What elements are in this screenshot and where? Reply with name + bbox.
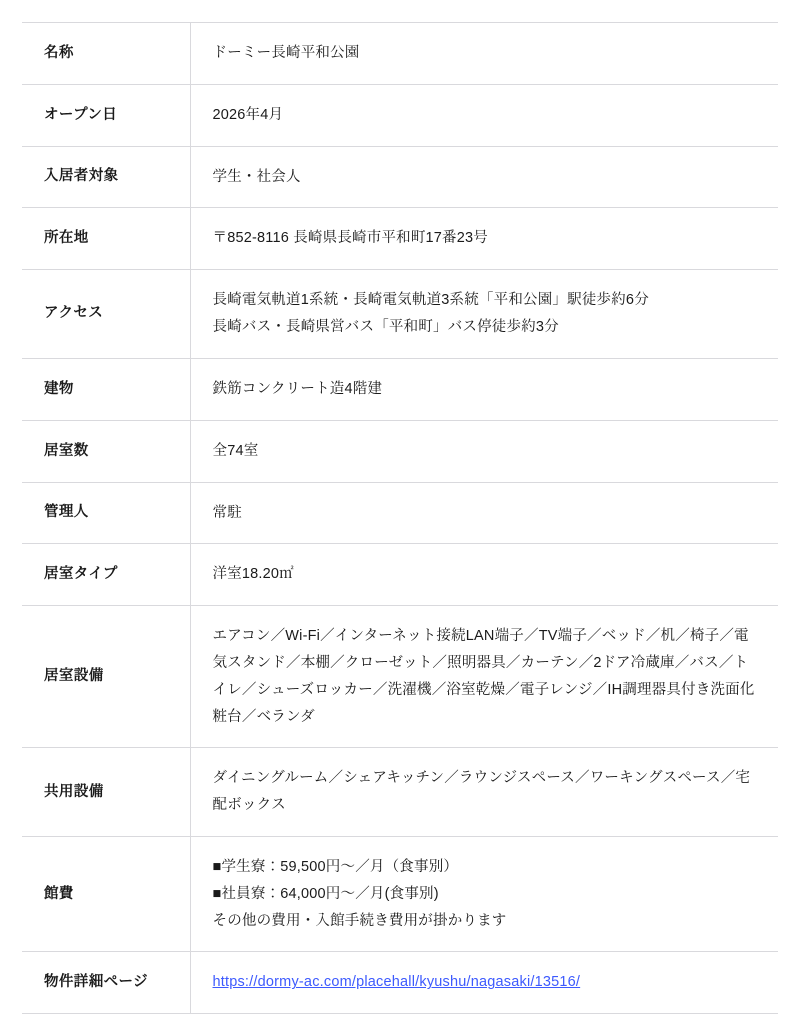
row-value	[190, 837, 778, 952]
row-label: 物件詳細ページ	[22, 952, 190, 1014]
value-line: 全74室	[212, 442, 259, 459]
row-value	[190, 270, 778, 359]
row-value	[190, 482, 778, 544]
row-value	[190, 952, 778, 1014]
row-value	[190, 23, 778, 85]
row-label: 居室タイプ	[22, 544, 190, 606]
row-value	[190, 84, 778, 146]
table-row	[22, 84, 778, 146]
row-label: 管理人	[22, 482, 190, 544]
property-detail-link[interactable]: https://dormy-ac.com/placehall/kyushu/nagasaki/13516/	[212, 974, 581, 991]
table-row	[22, 146, 778, 208]
value-line: 〒852-8116 長崎県長崎市平和町17番23号	[212, 230, 488, 247]
value-line: エアコン／Wi-Fi／インターネット接続LAN端子／TV端子／ベッド／机／椅子／電気スタンド／本棚／クローゼット／照明器具／カーテン／2ドア冷蔵庫／バス／トイレ／シューズロッカー／洗濯機／浴室乾燥／電子レンジ／IH調理器具付き洗面化粧台／ベランダ	[212, 628, 755, 725]
row-value	[190, 606, 778, 748]
table-row	[22, 482, 778, 544]
row-label: 共用設備	[22, 748, 190, 837]
value-line: 長崎電気軌道1系統・長崎電気軌道3系統「平和公園」駅徒歩約6分	[212, 292, 649, 309]
value-line: 2026年4月	[212, 106, 284, 123]
table-row	[22, 837, 778, 952]
value-line: 長崎バス・長崎県営バス「平和町」バス停徒歩約3分	[212, 319, 559, 336]
table-row	[22, 952, 778, 1014]
row-value	[190, 146, 778, 208]
row-label: 居室設備	[22, 606, 190, 748]
row-label: 名称	[22, 23, 190, 85]
value-line: ドーミー長崎平和公園	[212, 45, 360, 61]
value-line: ■社員寮：64,000円～／月(食事別)	[212, 885, 439, 902]
row-label: 所在地	[22, 208, 190, 270]
table-row	[22, 748, 778, 837]
table-row	[22, 606, 778, 748]
table-row	[22, 358, 778, 420]
row-value	[190, 748, 778, 837]
row-value	[190, 420, 778, 482]
spec-table-body	[22, 23, 778, 1014]
row-label: 館費	[22, 837, 190, 952]
value-line: ダイニングルーム／シェアキッチン／ラウンジスペース／ワーキングスペース／宅配ボックス	[212, 770, 751, 814]
value-line: その他の費用・入館手続き費用が掛かります	[212, 912, 507, 929]
table-row	[22, 23, 778, 85]
table-row	[22, 208, 778, 270]
row-value	[190, 208, 778, 270]
value-line: 常駐	[212, 504, 242, 521]
table-row	[22, 420, 778, 482]
table-row	[22, 544, 778, 606]
value-line: ■学生寮：59,500円～／月（食事別）	[212, 859, 459, 875]
row-value	[190, 358, 778, 420]
row-label: オープン日	[22, 84, 190, 146]
table-row	[22, 270, 778, 359]
row-label: 居室数	[22, 420, 190, 482]
row-label: 建物	[22, 358, 190, 420]
value-line: 洋室18.20㎡	[212, 566, 294, 583]
value-line: 学生・社会人	[212, 168, 301, 185]
row-value	[190, 544, 778, 606]
property-spec-table	[22, 22, 778, 1014]
value-line: 鉄筋コンクリート造4階建	[212, 380, 383, 397]
row-label: アクセス	[22, 270, 190, 359]
row-label: 入居者対象	[22, 146, 190, 208]
